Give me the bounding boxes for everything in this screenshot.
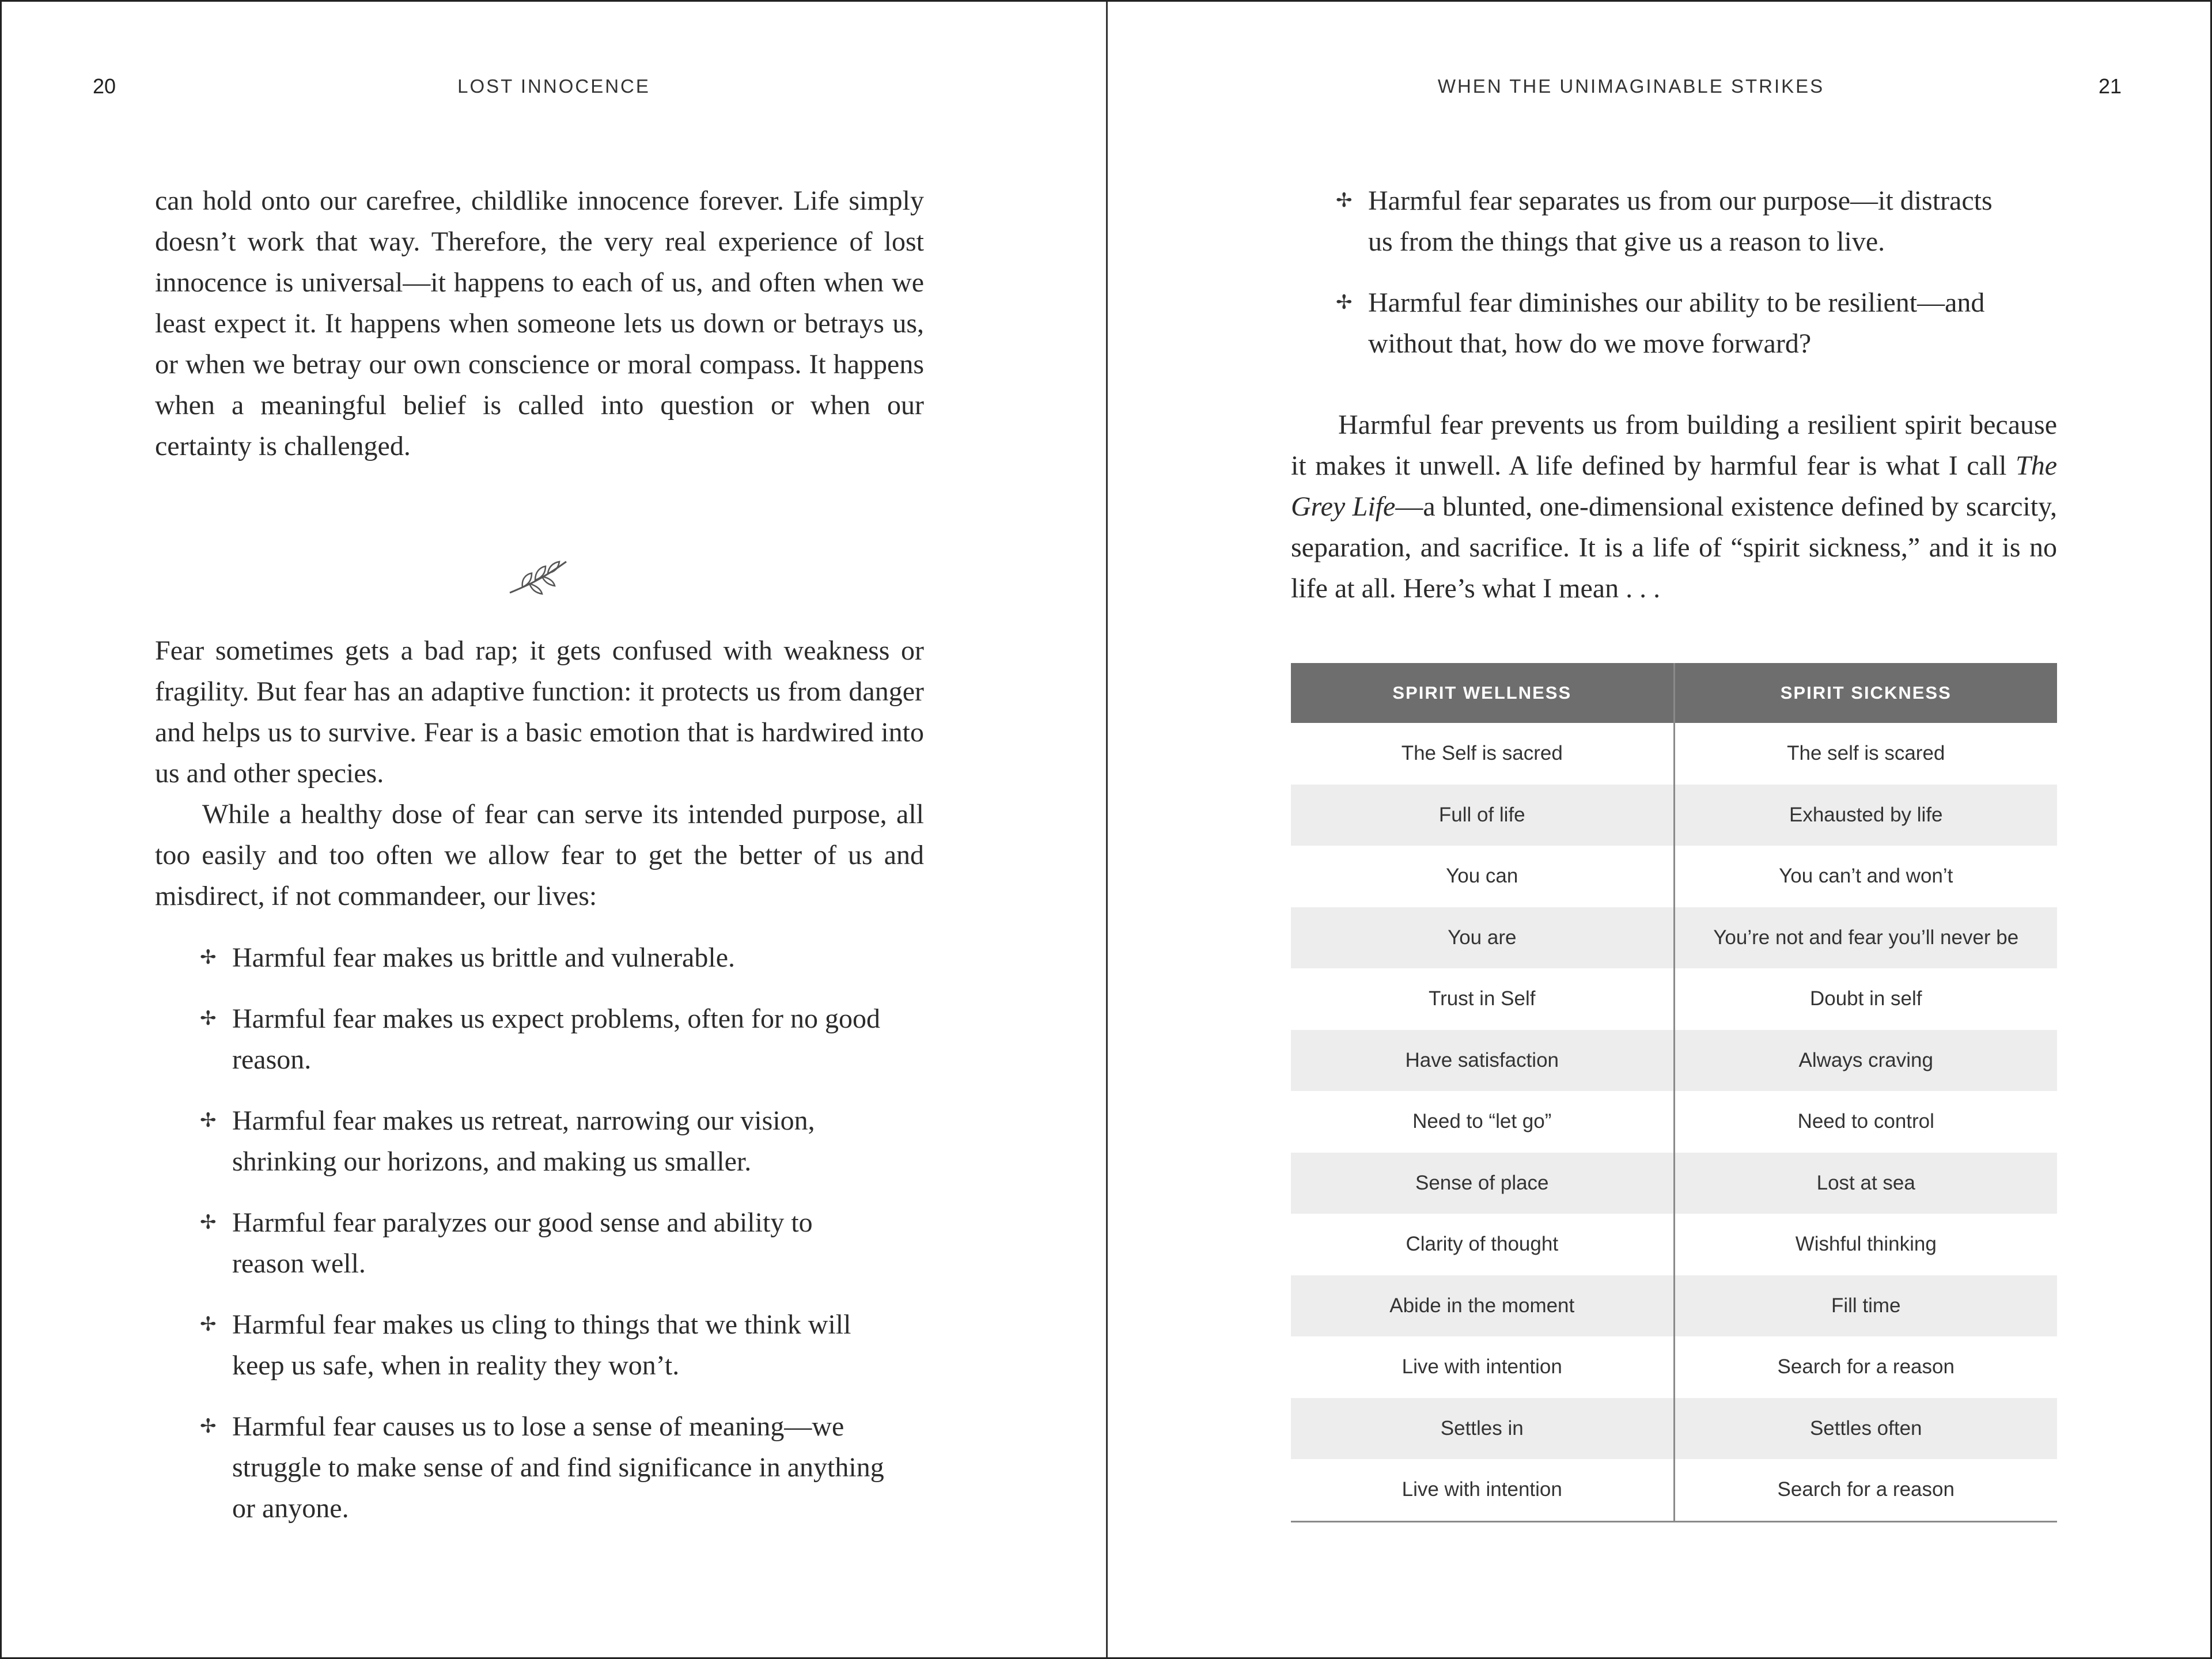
paragraph-text: While a healthy dose of fear can serve its intended purpose, all too easily and too often we allow fear to get the better of us and misdirect, if not commandeer, our lives: xyxy=(155,799,924,911)
book-title-italic: The Grey Life xyxy=(1291,450,2057,522)
table-header-wellness: SPIRIT WELLNESS xyxy=(1291,663,1674,723)
table-cell: You are xyxy=(1291,907,1674,969)
table-cell: Clarity of thought xyxy=(1291,1214,1674,1275)
list-item xyxy=(155,1304,887,1386)
table-row xyxy=(1291,1030,2057,1092)
table-cell: Full of life xyxy=(1291,785,1674,846)
page-number-left: 20 xyxy=(93,74,116,98)
bullet-glyph-icon: ✢ xyxy=(1336,292,1353,313)
table-cell: Have satisfaction xyxy=(1291,1030,1674,1092)
list-item xyxy=(155,1202,887,1284)
bullet-glyph-icon: ✢ xyxy=(200,1416,217,1437)
paragraph-text: Fear sometimes gets a bad rap; it gets confused with weakness or fragility. But fear has an adaptive function: it protects us from danger and helps us to survive. Fear is a basic emotion that is hardwired into us and other species. xyxy=(155,635,924,789)
bullet-text: Harmful fear separates us from our purpose—it distracts us from the things that give us a reason to live. xyxy=(1368,185,1993,257)
paragraph-part: —a blunted, one-dimensional existence defined by scarcity, separation, and sacrifice. It is a life of “spirit sickness,” and it is no life at all. Here’s what I mean . . . xyxy=(1291,491,2058,604)
list-item xyxy=(155,1100,887,1182)
table-row xyxy=(1291,1459,2057,1521)
table-row xyxy=(1291,846,2057,907)
bullet-text: Harmful fear diminishes our ability to be resilient—and without that, how do we move forward? xyxy=(1368,287,1985,359)
table-row xyxy=(1291,1153,2057,1214)
paragraph-text xyxy=(1291,404,2057,609)
table-cell: Wishful thinking xyxy=(1795,1233,1937,1256)
table-cell: The Self is sacred xyxy=(1291,723,1674,785)
list-item xyxy=(1291,282,2022,364)
list-item xyxy=(155,998,887,1080)
bullet-glyph-icon: ✢ xyxy=(200,1212,217,1233)
table-cell: Doubt in self xyxy=(1809,987,1922,1010)
table-cell: Search for a reason xyxy=(1674,1459,2057,1521)
table-cell: Live with intention xyxy=(1291,1459,1674,1521)
bullet-glyph-icon: ✢ xyxy=(200,947,217,968)
table-cell: Exhausted by life xyxy=(1674,785,2057,846)
table-cell: You’re not and fear you’ll never be xyxy=(1674,907,2057,969)
table-cell: Settles in xyxy=(1291,1398,1674,1460)
table-cell: Need to control xyxy=(1797,1110,1934,1133)
page-number-right: 21 xyxy=(2099,74,2122,98)
table-header-sickness: SPIRIT SICKNESS xyxy=(1674,663,2057,723)
table-cell: Sense of place xyxy=(1291,1153,1674,1214)
running-head-right: WHEN THE UNIMAGINABLE STRIKES xyxy=(1437,75,1825,97)
table-row xyxy=(1291,1336,2057,1398)
leaf-ornament-icon xyxy=(506,557,570,597)
table-row xyxy=(1291,1275,2057,1337)
bullet-glyph-icon: ✢ xyxy=(200,1008,217,1029)
table-cell: Always craving xyxy=(1674,1030,2057,1092)
paragraph-part: Harmful fear prevents us from building a resilient spirit because it makes it unwell. A life defined by harmful fear is what I call xyxy=(1291,410,2057,481)
table-cell: Settles often xyxy=(1674,1398,2057,1460)
table-cell: You can’t and won’t xyxy=(1779,865,1953,888)
table-row xyxy=(1291,1214,2057,1275)
table-cell: Lost at sea xyxy=(1674,1153,2057,1214)
bullet-glyph-icon: ✢ xyxy=(200,1110,217,1131)
list-item xyxy=(155,1406,887,1529)
left-paragraph-1 xyxy=(155,180,924,467)
bullet-text: Harmful fear makes us brittle and vulnerable. xyxy=(232,942,735,973)
table-cell: Abide in the moment xyxy=(1291,1275,1674,1337)
table-row xyxy=(1291,785,2057,846)
table-cell: The self is scared xyxy=(1787,742,1945,765)
table-cell: Live with intention xyxy=(1291,1336,1674,1398)
table-cell: Search for a reason xyxy=(1777,1355,1955,1378)
table-header-row xyxy=(1291,663,2057,723)
table-cell: Trust in Self xyxy=(1291,968,1674,1030)
table-row xyxy=(1291,723,2057,785)
left-page xyxy=(2,2,1106,1657)
table-row xyxy=(1291,907,2057,969)
bullet-text: Harmful fear makes us cling to things that we think will keep us safe, when in reality they won’t. xyxy=(232,1309,851,1381)
bullet-glyph-icon: ✢ xyxy=(200,1314,217,1335)
spirit-comparison-table xyxy=(1291,663,2057,1522)
table-row xyxy=(1291,1091,2057,1153)
paragraph-text: can hold onto our carefree, childlike innocence forever. Life simply doesn’t work that way. Therefore, the very real experience of lost innocence is universal—it happens to each of us, and often when we least expect it. It happens when someone lets us down or betrays us, or when we betray our own conscience or moral compass. It happens when a meaningful belief is called into question or when our certainty is challenged. xyxy=(155,185,924,461)
list-item xyxy=(155,937,887,978)
table-cell: Need to “let go” xyxy=(1291,1091,1674,1153)
bullet-glyph-icon: ✢ xyxy=(1336,190,1353,211)
table-row xyxy=(1291,1398,2057,1460)
bullet-text: Harmful fear paralyzes our good sense and ability to reason well. xyxy=(232,1207,813,1279)
left-paragraph-2-3 xyxy=(155,630,924,916)
running-head-left: LOST INNOCENCE xyxy=(457,75,650,97)
table-row xyxy=(1291,968,2057,1030)
bullet-text: Harmful fear causes us to lose a sense of meaning—we struggle to make sense of and find significance in anything or anyone. xyxy=(232,1411,884,1524)
list-item xyxy=(1291,180,2022,262)
right-paragraph xyxy=(1291,404,2057,609)
bullet-text: Harmful fear makes us expect problems, often for no good reason. xyxy=(232,1003,880,1075)
table-cell: You can xyxy=(1291,846,1674,907)
bullet-text: Harmful fear makes us retreat, narrowing our vision, shrinking our horizons, and making us smaller. xyxy=(232,1105,815,1177)
table-cell: Fill time xyxy=(1674,1275,2057,1337)
left-bullet-list xyxy=(155,937,887,1529)
right-bullet-list xyxy=(1291,180,2022,364)
